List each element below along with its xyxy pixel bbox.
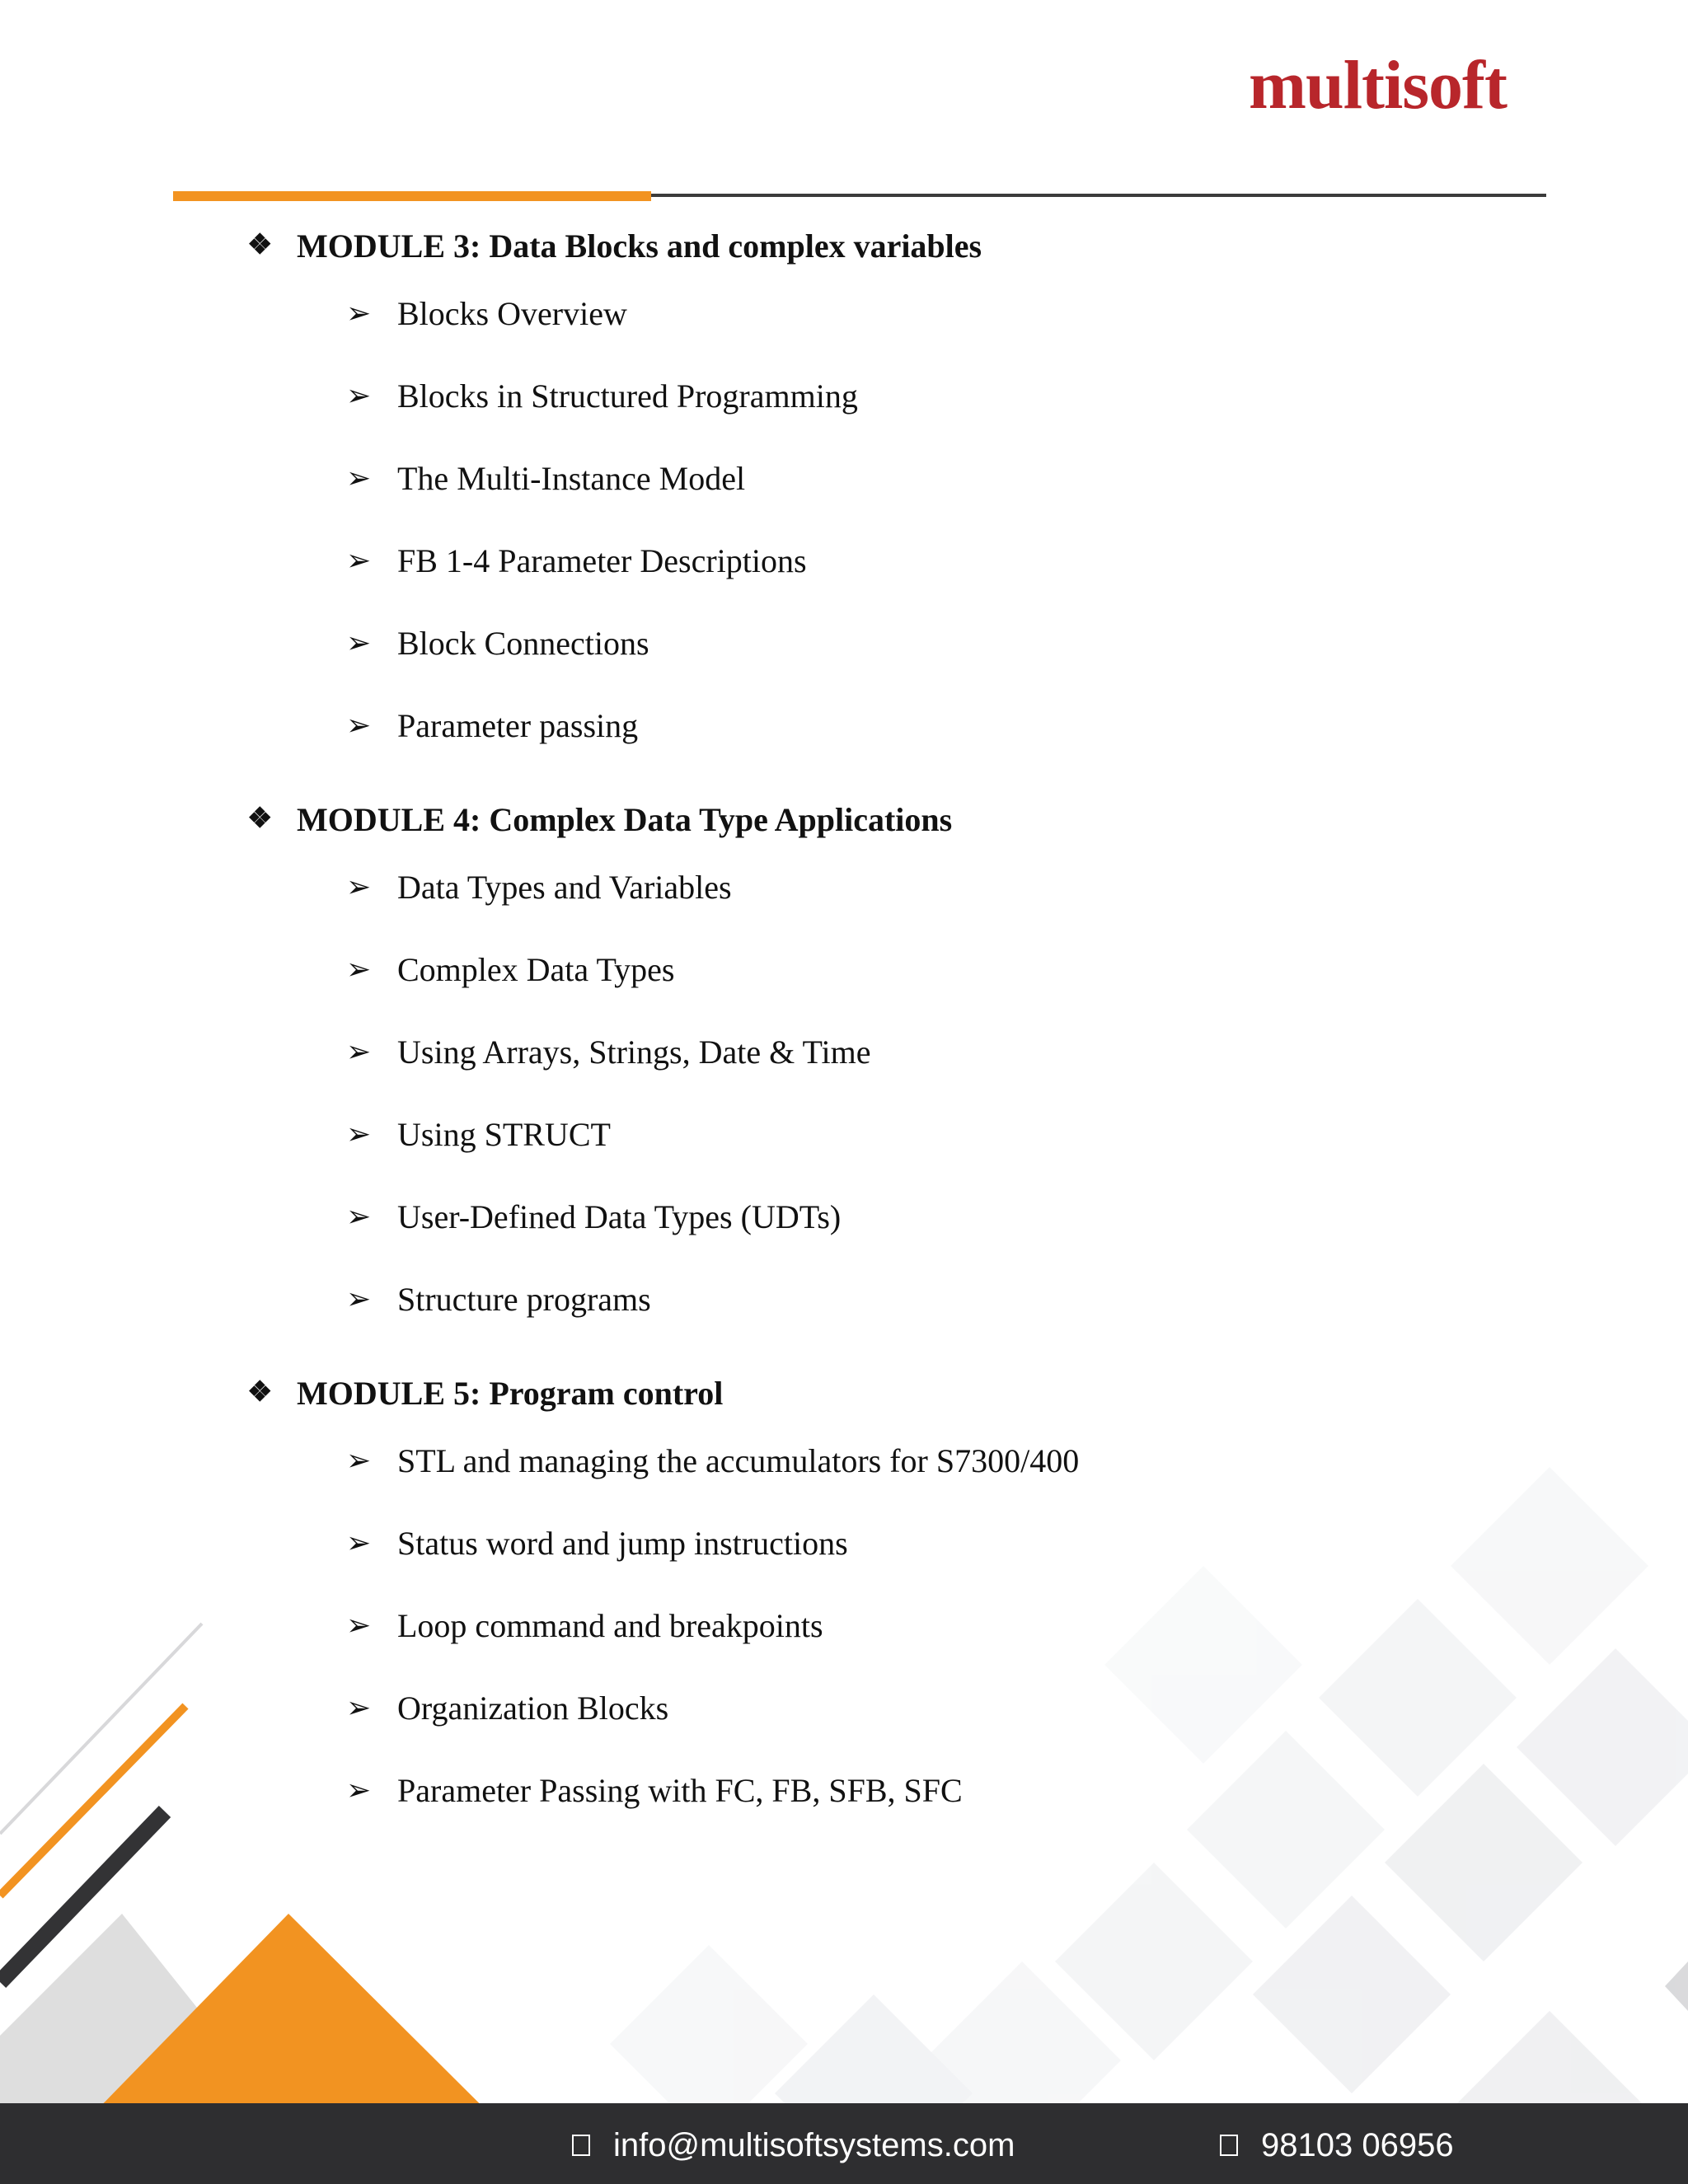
module-heading <box>247 1370 1599 1416</box>
header-rule <box>651 194 1546 197</box>
arrow-bullet-icon: ➢ <box>346 544 372 577</box>
diamond-bullet-icon: ❖ <box>247 230 273 260</box>
topic-label: Data Types and Variables <box>397 868 732 906</box>
list-item <box>346 1419 1599 1502</box>
list-item <box>346 354 1599 437</box>
footer-email[interactable] <box>572 2125 1015 2166</box>
topic-label: User-Defined Data Types (UDTs) <box>397 1197 842 1235</box>
list-item <box>346 1749 1599 1831</box>
topic-label: Status word and jump instructions <box>397 1524 848 1562</box>
arrow-bullet-icon: ➢ <box>346 1118 372 1151</box>
list-item <box>346 272 1599 354</box>
list-item <box>346 1502 1599 1584</box>
topic-label: Parameter Passing with FC, FB, SFB, SFC <box>397 1771 963 1809</box>
arrow-bullet-icon: ➢ <box>346 1035 372 1068</box>
list-item <box>346 1010 1599 1093</box>
arrow-bullet-icon: ➢ <box>346 379 372 412</box>
arrow-bullet-icon: ➢ <box>346 1774 372 1807</box>
module-4 <box>247 796 1599 1340</box>
arrow-bullet-icon: ➢ <box>346 1282 372 1315</box>
arrow-bullet-icon: ➢ <box>346 626 372 659</box>
arrow-bullet-icon: ➢ <box>346 1609 372 1642</box>
course-content <box>247 223 1599 1861</box>
topic-list <box>346 846 1599 1340</box>
topic-label: STL and managing the accumulators for S7300/400 <box>397 1441 1080 1479</box>
arrow-bullet-icon: ➢ <box>346 462 372 494</box>
topic-label: Using Arrays, Strings, Date & Time <box>397 1033 871 1071</box>
arrow-bullet-icon: ➢ <box>346 709 372 742</box>
arrow-bullet-icon: ➢ <box>346 297 372 330</box>
list-item <box>346 684 1599 766</box>
topic-label: FB 1-4 Parameter Descriptions <box>397 541 807 579</box>
list-item <box>346 1258 1599 1340</box>
topic-label: Loop command and breakpoints <box>397 1606 823 1644</box>
arrow-bullet-icon: ➢ <box>346 1691 372 1724</box>
diamond-bullet-icon: ❖ <box>247 804 273 834</box>
list-item <box>346 1175 1599 1258</box>
topic-label: Organization Blocks <box>397 1689 669 1727</box>
arrow-bullet-icon: ➢ <box>346 1526 372 1559</box>
arrow-bullet-icon: ➢ <box>346 1444 372 1477</box>
module-3 <box>247 223 1599 766</box>
topic-label: Blocks in Structured Programming <box>397 377 858 415</box>
diamond-bullet-icon: ❖ <box>247 1377 273 1408</box>
email-link[interactable]: info@multisoftsystems.com <box>613 2126 1015 2163</box>
mail-icon <box>572 2135 590 2156</box>
arrow-bullet-icon: ➢ <box>346 870 372 903</box>
footer-phone[interactable] <box>1220 2125 1454 2166</box>
list-item <box>346 519 1599 602</box>
contact-footer <box>0 2103 1688 2184</box>
list-item <box>346 1666 1599 1749</box>
topic-label: Blocks Overview <box>397 294 627 332</box>
arrow-bullet-icon: ➢ <box>346 1200 372 1233</box>
topic-label: Using STRUCT <box>397 1115 611 1153</box>
module-heading <box>247 223 1599 269</box>
list-item <box>346 846 1599 928</box>
list-item <box>346 1093 1599 1175</box>
list-item <box>346 928 1599 1010</box>
topic-label: Block Connections <box>397 624 649 662</box>
company-logo: multisoft <box>1249 47 1507 124</box>
list-item <box>346 437 1599 519</box>
module-heading <box>247 796 1599 842</box>
topic-list <box>346 272 1599 766</box>
topic-label: Structure programs <box>397 1280 651 1318</box>
module-title: MODULE 5: Program control <box>297 1374 724 1412</box>
topic-list <box>346 1419 1599 1831</box>
topic-label: Complex Data Types <box>397 950 675 988</box>
list-item <box>346 602 1599 684</box>
phone-icon <box>1220 2135 1238 2156</box>
module-title: MODULE 4: Complex Data Type Applications <box>297 800 953 838</box>
module-5 <box>247 1370 1599 1831</box>
module-title: MODULE 3: Data Blocks and complex variables <box>297 227 982 265</box>
phone-number[interactable]: 98103 06956 <box>1261 2126 1454 2163</box>
topic-label: The Multi-Instance Model <box>397 459 746 497</box>
list-item <box>346 1584 1599 1666</box>
arrow-bullet-icon: ➢ <box>346 953 372 986</box>
topic-label: Parameter passing <box>397 706 639 744</box>
header-rule-accent <box>173 191 651 201</box>
